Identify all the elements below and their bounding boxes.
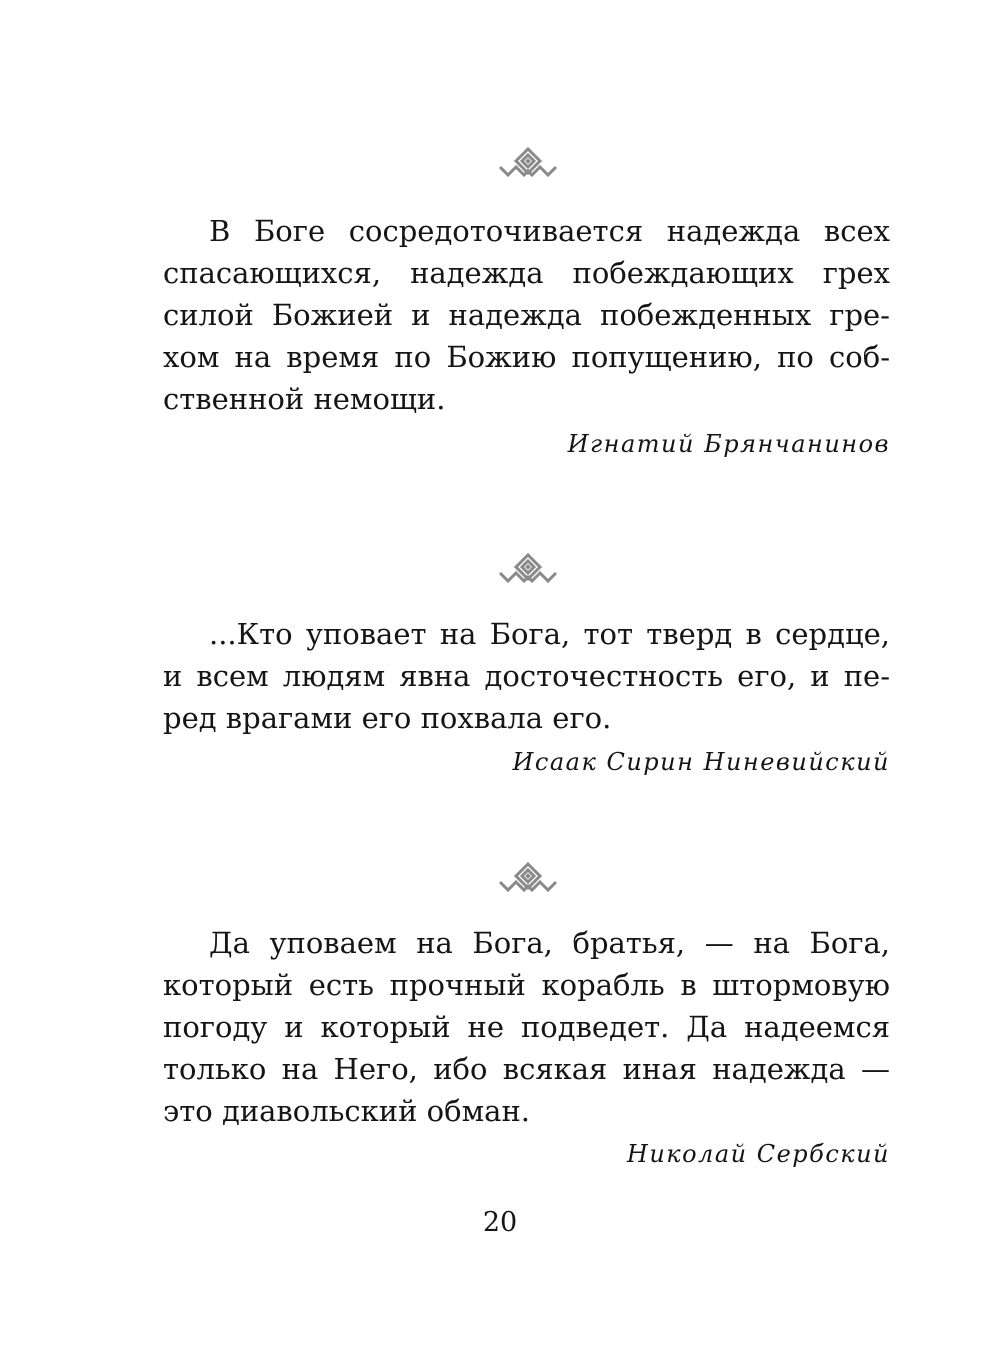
quote-1 [163,210,890,420]
ornament-icon [496,145,560,185]
quote-line: силой Божией и надежда побежденных гре- [163,298,890,332]
quote-line: В Боге сосредоточивается надежда всех [209,214,890,248]
quote-author: Игнатий Брянчанинов [567,430,890,458]
quote-author: Николай Сербский [626,1140,890,1168]
quote-line: Да уповаем на Бога, братья, — на Бога, [209,926,890,960]
quote-line: и всем людям явна досточестность его, и пе- [163,659,890,693]
ornament-icon [496,860,560,900]
quote-line: это диавольский обман. [163,1094,530,1128]
quote-2 [163,613,890,739]
quote-author: Исаак Сирин Ниневийский [512,748,890,776]
quote-line: ...Кто уповает на Бога, тот тверд в сердце, [209,617,890,651]
quote-line: только на Него, ибо всякая иная надежда — [163,1052,890,1086]
page-number: 20 [482,1207,518,1238]
quote-line: спасающихся, надежда побеждающих грех [163,256,890,290]
quote-line: который есть прочный корабль в штормовую [163,968,890,1002]
quote-line: хом на время по Божию попущению, по соб- [163,340,890,374]
quote-line: ред врагами его похвала его. [163,701,612,735]
ornament-icon [496,551,560,591]
quote-line: погоду и который не подведет. Да надеемся [163,1010,890,1044]
quote-line: ственной немощи. [163,382,446,416]
quote-3 [163,922,890,1132]
